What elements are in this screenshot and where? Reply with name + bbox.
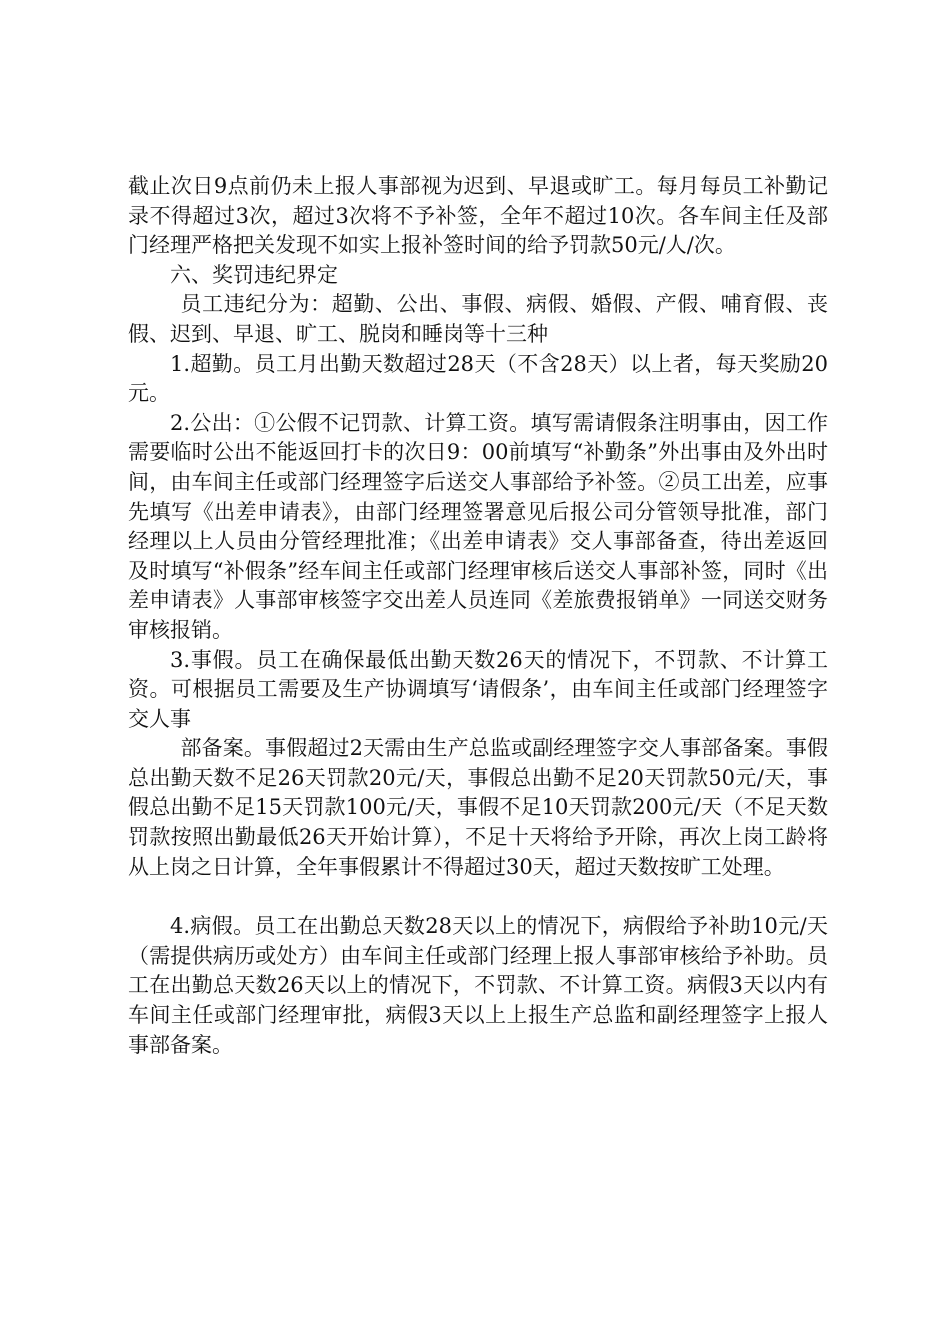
document-body [128,172,828,1060]
paragraph-business-leave: 2.公出：①公假不记罚款、计算工资。填写需请假条注明事由，因工作需要临时公出不能返回打卡的次日9：00前填写“补勤条”外出事由及外出时间，由车间主任或部门经理签字后送交人事部给予补签。②员工出差，应事先填写《出差申请表》，由部门经理签署意见后报公司分管领导批准，部门经理以上人员由分管经理批准；《出差申请表》交人事部备查，待出差返回及时填写“补假条”经车间主任或部门经理审核后送交人事部补签，同时《出差申请表》人事部审核签字交出差人员连同《差旅费报销单》一同送交财务审核报销。 [128,410,828,642]
paragraph-violation-types: 员工违纪分为：超勤、公出、事假、病假、婚假、产假、哺育假、丧假、迟到、早退、旷工、脱岗和睡岗等十三种 [128,292,828,346]
paragraph-overtime: 1.超勤。员工月出勤天数超过28天（不含28天）以上者，每天奖励20元。 [128,351,828,406]
section-heading-rewards-penalties: 六、奖罚违纪界定 [170,262,338,287]
paragraph-sick-leave: 4.病假。员工在出勤总天数28天以上的情况下，病假给予补助10元/天（需提供病历或处方）由车间主任或部门经理上报人事部审核给予补助。员工在出勤总天数26天以上的情况下，不罚款、不计算工资。病假3天以内有车间主任或部门经理审批，病假3天以上上报生产总监和副经理签字上报人事部备案。 [128,914,828,1057]
paragraph-personal-leave: 3.事假。员工在确保最低出勤天数26天的情况下，不罚款、不计算工资。可根据员工需要及生产协调填写‘请假条’，由车间主任或部门经理签字交人事 [128,647,828,731]
paragraph-personal-leave-continued: 部备案。事假超过2天需由生产总监或副经理签字交人事部备案。事假总出勤天数不足26天罚款20元/天，事假总出勤不足20天罚款50元/天，事假总出勤不足15天罚款100元/天，事假不足10天罚款200元/天（不足天数罚款按照出勤最低26天开始计算），不足十天将给予开除，再次上岗工龄将从上岗之日计算，全年事假累计不得超过30天，超过天数按旷工处理。 [128,736,828,879]
paragraph-attendance-deadline: 截止次日9点前仍未上报人事部视为迟到、早退或旷工。每月每员工补勤记录不得超过3次，超过3次将不予补签，全年不超过10次。各车间主任及部门经理严格把关发现不如实上报补签时间的给予罚款50元/人/次。 [128,174,828,258]
